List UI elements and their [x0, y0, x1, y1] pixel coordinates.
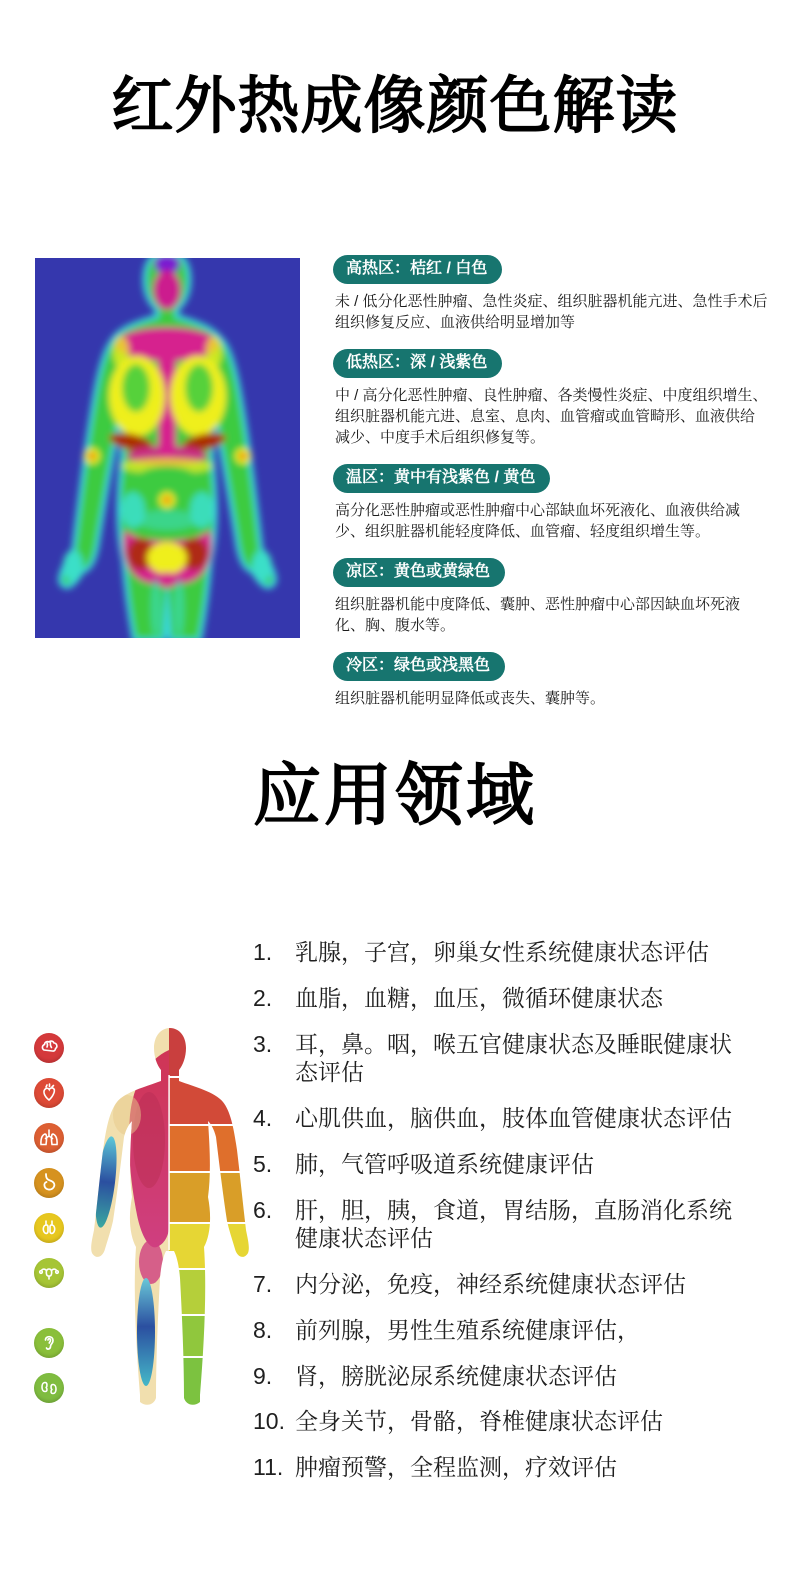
uterus-icon	[34, 1258, 64, 1288]
thermal-zone	[333, 464, 769, 542]
item-text: 心肌供血，脑供血，肢体血管健康状态评估	[295, 1105, 732, 1131]
item-text: 肾，膀胱泌尿系统健康状态评估	[295, 1362, 617, 1389]
zone-label-badge: 低热区：深 / 浅紫色	[333, 349, 502, 378]
applications-title: 应用领域	[252, 758, 537, 834]
thermal-zone-figure-graphic	[75, 990, 260, 1410]
item-number: 6.	[253, 1196, 273, 1223]
kidneys-icon	[34, 1373, 64, 1403]
body-figure	[75, 990, 260, 1410]
heart-icon	[34, 1078, 64, 1108]
application-list-item	[253, 1196, 753, 1254]
thermal-zone	[333, 349, 769, 448]
thermal-zones	[333, 255, 769, 725]
item-text: 内分泌，免疫，神经系统健康状态评估	[295, 1271, 686, 1297]
item-number: 11.	[253, 1454, 284, 1480]
brain-icon	[34, 1033, 64, 1063]
ear-icon	[34, 1328, 64, 1358]
item-text: 肝，胆，胰，食道，胃结肠，直肠消化系统健康状态评估	[295, 1196, 732, 1252]
item-number: 9.	[253, 1362, 273, 1389]
thermal-zone	[333, 255, 769, 333]
item-text: 耳，鼻。咽，喉五官健康状态及睡眠健康状态评估	[295, 1030, 732, 1086]
organ-icon-column	[34, 1033, 64, 1403]
thermal-zone	[333, 652, 769, 709]
lungs-icon	[34, 1123, 64, 1153]
item-number: 4.	[253, 1105, 273, 1131]
application-list-item	[253, 1030, 753, 1088]
item-number: 2.	[253, 984, 273, 1011]
zone-description: 未 / 低分化恶性肿瘤、急性炎症、组织脏器机能亢进、急性手术后组织修复反应、血液供给明显增加等	[335, 293, 768, 331]
item-number: 1.	[253, 939, 273, 965]
item-number: 10.	[253, 1408, 285, 1435]
application-list-item	[253, 1104, 753, 1133]
zone-description: 中 / 高分化恶性肿瘤、良性肿瘤、各类慢性炎症、中度组织增生、组织脏器机能亢进、息室、息肉、血管瘤或血管畸形、血液供给减少、中度手术后组织修复等。	[335, 387, 768, 446]
item-text: 肺，气管呼吸道系统健康评估	[295, 1150, 594, 1177]
zone-label-badge: 冷区：绿色或浅黑色	[333, 652, 505, 681]
item-number: 3.	[253, 1030, 273, 1057]
thyroid-icon	[34, 1213, 64, 1243]
thermogram-graphic	[35, 258, 300, 638]
stomach-icon	[34, 1168, 64, 1198]
zone-label-badge: 温区：黄中有浅紫色 / 黄色	[333, 464, 550, 493]
application-list-item	[253, 1316, 753, 1345]
item-text: 肿瘤预警，全程监测，疗效评估	[295, 1454, 617, 1480]
application-list-item	[253, 938, 753, 967]
zone-label-badge: 凉区：黄色或黄绿色	[333, 558, 505, 587]
zone-description: 组织脏器机能明显降低或丧失、囊肿等。	[335, 690, 606, 707]
application-list-item	[253, 1150, 753, 1179]
zone-description: 组织脏器机能中度降低、囊肿、恶性肿瘤中心部因缺血坏死液化、胸、腹水等。	[335, 596, 741, 634]
application-list-item	[253, 984, 753, 1013]
item-text: 乳腺，子宫，卵巢女性系统健康状态评估	[295, 939, 709, 965]
item-number: 7.	[253, 1271, 273, 1297]
application-list-item	[253, 1362, 753, 1391]
item-number: 5.	[253, 1150, 273, 1177]
application-list-item	[253, 1453, 753, 1482]
item-number: 8.	[253, 1316, 273, 1343]
thermal-image	[35, 258, 300, 638]
thermal-zone	[333, 558, 769, 636]
application-list	[253, 938, 753, 1499]
item-text: 全身关节，骨骼，脊椎健康状态评估	[295, 1408, 663, 1435]
page-title: 红外热成像颜色解读	[111, 72, 679, 141]
zone-label-badge: 高热区：桔红 / 白色	[333, 255, 502, 284]
item-text: 血脂，血糖，血压，微循环健康状态	[295, 984, 663, 1011]
item-text: 前列腺，男性生殖系统健康评估，	[295, 1316, 640, 1343]
zone-description: 高分化恶性肿瘤或恶性肿瘤中心部缺血坏死液化、血液供给减少、组织脏器机能轻度降低、血管瘤、轻度组织增生等。	[335, 502, 741, 540]
application-list-item	[253, 1270, 753, 1299]
application-list-item	[253, 1407, 753, 1436]
